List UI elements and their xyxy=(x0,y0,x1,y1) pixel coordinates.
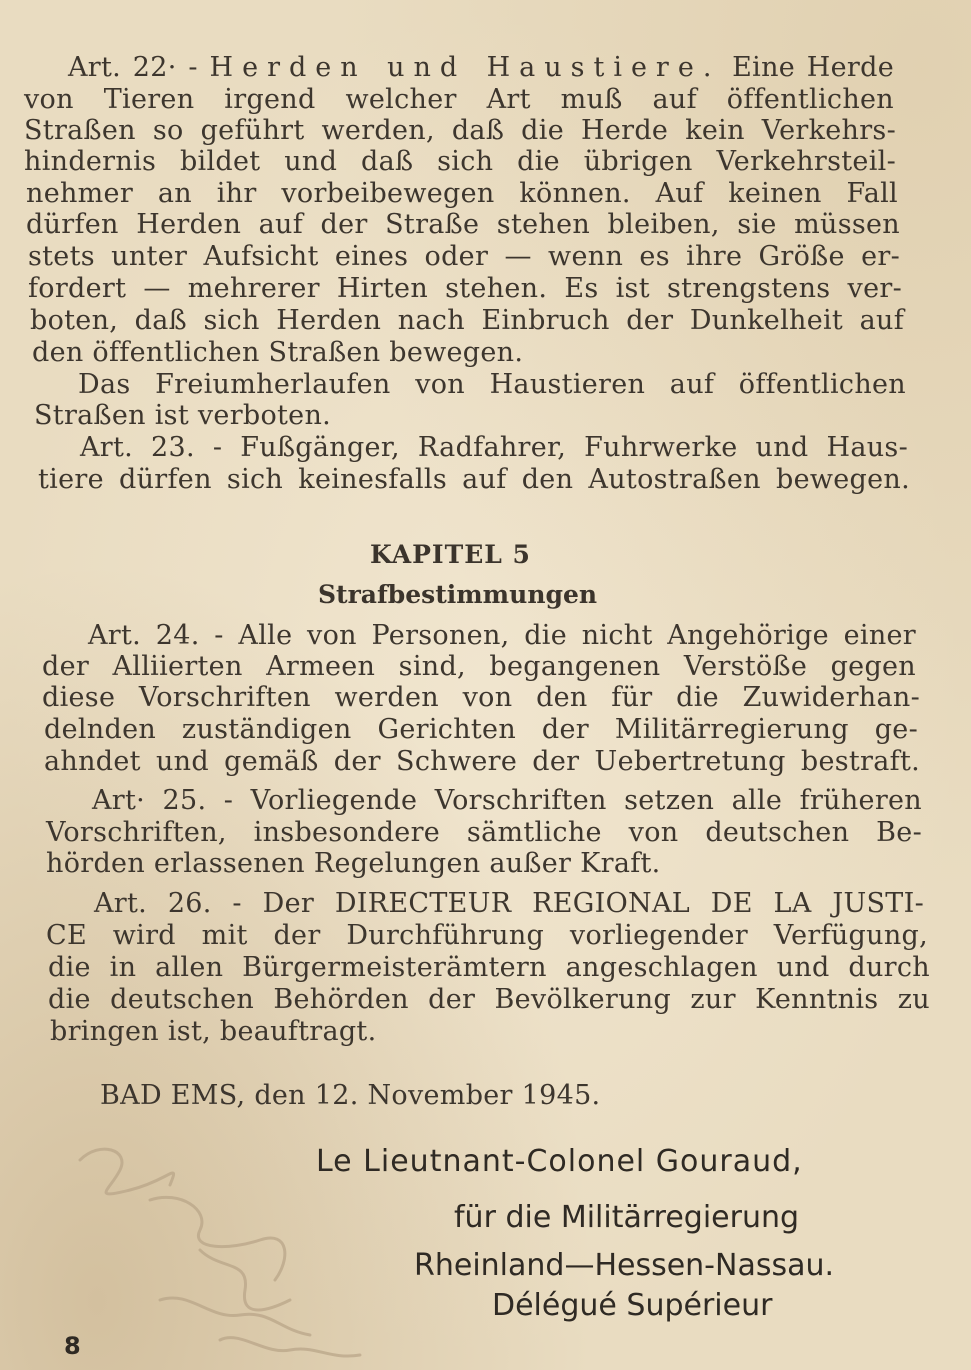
art23-line-1: Art. 23. - Fußgänger, Radfahrer, Fuhrwerke und Haus- xyxy=(80,432,908,463)
art26-line-4: die deutschen Behörden der Bevölkerung zur Kenntnis zu xyxy=(48,984,930,1015)
dateline: BAD EMS, den 12. November 1945. xyxy=(100,1080,601,1111)
art26-line-2: CE wird mit der Durchführung vorliegender Verfügung, xyxy=(46,920,928,951)
art22-heading-spaced: Herden und Haustiere. xyxy=(209,52,721,83)
art22-line-4: hindernis bildet und daß sich die übrigen Verkehrsteil- xyxy=(24,146,896,177)
art25-line-1: Art· 25. - Vorliegende Vorschriften setzen alle früheren xyxy=(92,785,922,816)
art22-line-2: von Tieren irgend welcher Art muß auf öffentlichen xyxy=(24,84,894,115)
signature-line-4: Délégué Supérieur xyxy=(492,1288,773,1323)
art22-line-1-end: Eine Herde xyxy=(720,52,895,83)
signature-line-1: Le Lieutnant-Colonel Gouraud, xyxy=(316,1144,803,1179)
signature-line-3: Rheinland—Hessen-Nassau. xyxy=(414,1248,835,1283)
art22-label: Art. 22· - xyxy=(68,52,210,83)
signature-line-2: für die Militärregierung xyxy=(454,1200,800,1235)
art22-line-9: boten, daß sich Herden nach Einbruch der Dunkelheit auf xyxy=(30,305,904,336)
art24-line-1: Art. 24. - Alle von Personen, die nicht Angehörige einer xyxy=(88,620,916,651)
chapter-title: KAPITEL 5 xyxy=(370,540,531,569)
art24-line-5: ahndet und gemäß der Schwere der Uebertretung bestraft. xyxy=(44,746,920,777)
art22-line-8: fordert — mehrerer Hirten stehen. Es ist strengstens ver- xyxy=(28,273,902,304)
page-number: 8 xyxy=(64,1332,81,1360)
art22-line-1 xyxy=(68,52,894,84)
art26-line-5: bringen ist, beauftragt. xyxy=(50,1016,377,1047)
art23-line-2: tiere dürfen sich keinesfalls auf den Autostraßen bewegen. xyxy=(38,464,910,495)
art22-p2-line-2: Straßen ist verboten. xyxy=(34,400,332,431)
art26-line-1: Art. 26. - Der DIRECTEUR REGIONAL DE LA JUSTI- xyxy=(94,888,924,919)
art25-line-2: Vorschriften, insbesondere sämtliche von deutschen Be- xyxy=(46,817,922,848)
art26-line-3: die in allen Bürgermeisterämtern angeschlagen und durch xyxy=(48,952,930,983)
art22-line-5: nehmer an ihr vorbeibewegen können. Auf keinen Fall xyxy=(26,178,898,209)
art24-line-2: der Alliierten Armeen sind, begangenen Verstöße gegen xyxy=(42,651,916,682)
art22-line-3: Straßen so geführt werden, daß die Herde kein Verkehrs- xyxy=(24,115,896,146)
art24-line-4: delnden zuständigen Gerichten der Militärregierung ge- xyxy=(44,714,918,745)
art22-p2-line-1: Das Freiumherlaufen von Haustieren auf öffentlichen xyxy=(78,369,906,400)
art22-line-6: dürfen Herden auf der Straße stehen bleiben, sie müssen xyxy=(26,209,900,240)
art25-line-3: hörden erlassenen Regelungen außer Kraft. xyxy=(46,848,661,879)
art22-line-10: den öffentlichen Straßen bewegen. xyxy=(32,337,524,368)
art22-line-7: stets unter Aufsicht eines oder — wenn es ihre Größe er- xyxy=(28,241,900,272)
chapter-subtitle: Strafbestimmungen xyxy=(318,580,598,609)
art24-line-3: diese Vorschriften werden von den für die Zuwiderhan- xyxy=(42,682,920,713)
